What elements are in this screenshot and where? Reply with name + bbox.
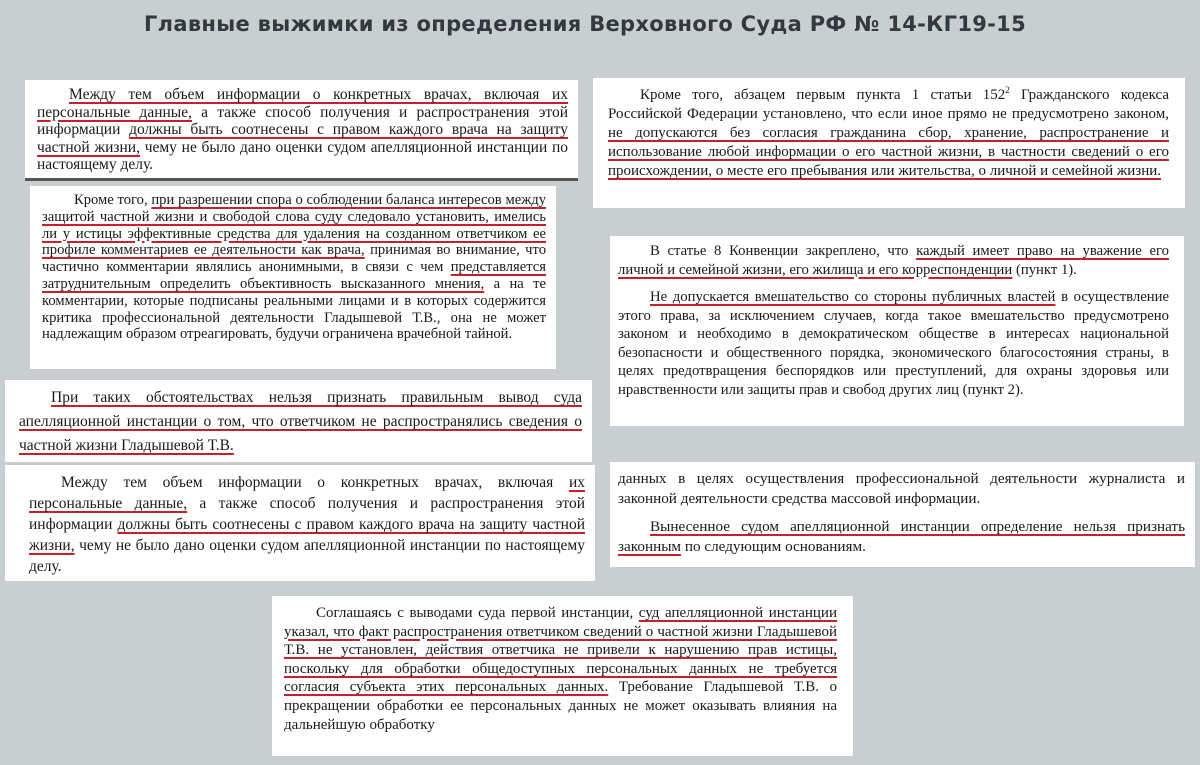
excerpt-paragraph	[284, 604, 837, 734]
underlined-text: должны быть соотнесены с правом каждого врача на защиту частной жизни,	[37, 121, 568, 156]
excerpt-paragraph	[618, 469, 1185, 509]
underlined-text: Между тем объем информации о конкретных врачах, включая их персональные данные,	[37, 86, 568, 121]
underlined-text: их персональные данные,	[29, 474, 585, 512]
excerpt-appeal-ruling-unlawful	[610, 462, 1195, 567]
text-segment: Требование Гладышевой Т.В. о прекращении обработки ее персональных данных не может оказывать влияния на дальнейшую обработку	[284, 679, 837, 733]
text-segment: Кроме того,	[74, 192, 152, 208]
text-segment: В статье 8 Конвенции закреплено, что	[650, 243, 917, 259]
excerpt-paragraph	[42, 192, 546, 343]
text-segment: а также способ получения и распространения этой информации	[37, 103, 568, 138]
excerpt-doctors-data-1	[25, 80, 578, 181]
excerpt-balance-of-interests	[30, 186, 556, 369]
underlined-text: При таких обстоятельствах нельзя признать правильным вывод суда апелляционной инстанции о том, что ответчиком не распространялись сведения о частной жизни Гладышевой Т.В.	[19, 389, 582, 454]
underlined-text: не допускаются без согласия гражданина сбор, хранение, распространение и использование любой информации о его частной жизни, в частности сведений о его происхождении, о месте его пребывания или жительства, о личной и семейной жизни.	[608, 125, 1169, 179]
text-segment: Между тем объем информации о конкретных врачах, включая	[61, 474, 569, 491]
underlined-text: должны быть соотнесены с правом каждого врача на защиту частной жизни,	[29, 516, 585, 554]
excerpt-paragraph	[608, 86, 1169, 181]
underlined-text: при разрешении спора о соблюдении баланса интересов между защитой частной жизни и свободой слова суду следовало установить, имелись ли у истицы эффективные средства для удаления на созданном ответчиком ее профиле комментариев ее деятельности как врача,	[42, 192, 546, 259]
excerpt-paragraph	[618, 288, 1169, 399]
page-title: Главные выжимки из определения Верховного Суда РФ № 14-КГ19-15	[144, 12, 1026, 36]
excerpt-paragraph	[618, 242, 1169, 279]
text-segment: по следующим основаниям.	[681, 538, 866, 555]
excerpt-conclusion-incorrect	[5, 380, 592, 462]
text-segment: а на те комментарии, которые подписаны реальными лицами и в которых содержится критика профессиональной деятельности Гладышевой Т.В., она не может надлежащим образом отреагировать, будучи ограничена врачебной тайной.	[42, 275, 546, 343]
text-segment: чему не было дано оценки судом апелляционной инстанции по настоящему делу.	[37, 138, 569, 173]
excerpt-convention-article-8	[610, 236, 1184, 426]
superscript: 2	[1005, 85, 1010, 95]
text-segment: в осуществление этого права, за исключением случаев, когда такое вмешательство предусмотрено законом и необходимо в демократическом обществе в интересах национальной безопасности и общественного порядка, экономического благосостояния страны, в целях предотвращения беспорядков или преступлений, для охраны здоровья или нравственности или защиты прав и свобод других лиц (пункт 2).	[618, 289, 1169, 398]
text-segment: чему не было дано оценки судом апелляционной инстанции по настоящему делу.	[29, 537, 585, 575]
underlined-text: Вынесенное судом апелляционной инстанции определение нельзя признать законным	[618, 518, 1185, 555]
excerpt-paragraph	[19, 386, 582, 458]
text-segment: Кроме того, абзацем первым пункта 1 статьи 152	[640, 87, 1006, 103]
text-segment: (пункт 1).	[1012, 261, 1077, 278]
excerpt-appeal-court-position	[272, 596, 853, 756]
underlined-text: Не допускается вмешательство со стороны публичных властей	[650, 289, 1056, 305]
excerpt-civil-code-152-2	[593, 78, 1185, 208]
underlined-text: представляется затруднительным определить объективность высказанного мнения,	[42, 259, 546, 292]
text-segment: принимая во внимание, что частично комментарии являлись анонимными, в связи с чем	[42, 242, 547, 276]
text-segment: а также способ получения и распространения этой информации	[29, 495, 585, 533]
excerpt-doctors-data-2	[5, 465, 595, 581]
excerpt-paragraph	[29, 472, 585, 577]
excerpt-paragraph	[37, 86, 568, 174]
underlined-text: суд апелляционной инстанции указал, что факт распространения ответчиком сведений о частной жизни Гладышевой Т.В. не установлен, действия ответчика не привели к нарушению прав истицы, поскольку для обработки общедоступных персональных данных не требуется согласия субъекта этих персональных данных.	[284, 605, 837, 696]
text-segment: Соглашаясь с выводами суда первой инстанции,	[316, 605, 639, 621]
text-segment: Гражданского кодекса Российской Федерации установлено, что если иное прямо не предусмотрено законом,	[608, 87, 1169, 122]
underlined-text: каждый имеет право на уважение его личной и семейной жизни, его жилища и его корреспонденции	[618, 243, 1170, 278]
text-segment: данных в целях осуществления профессиональной деятельности журналиста и законной деятельности средства массовой информации.	[618, 470, 1185, 507]
excerpt-paragraph	[618, 517, 1185, 557]
